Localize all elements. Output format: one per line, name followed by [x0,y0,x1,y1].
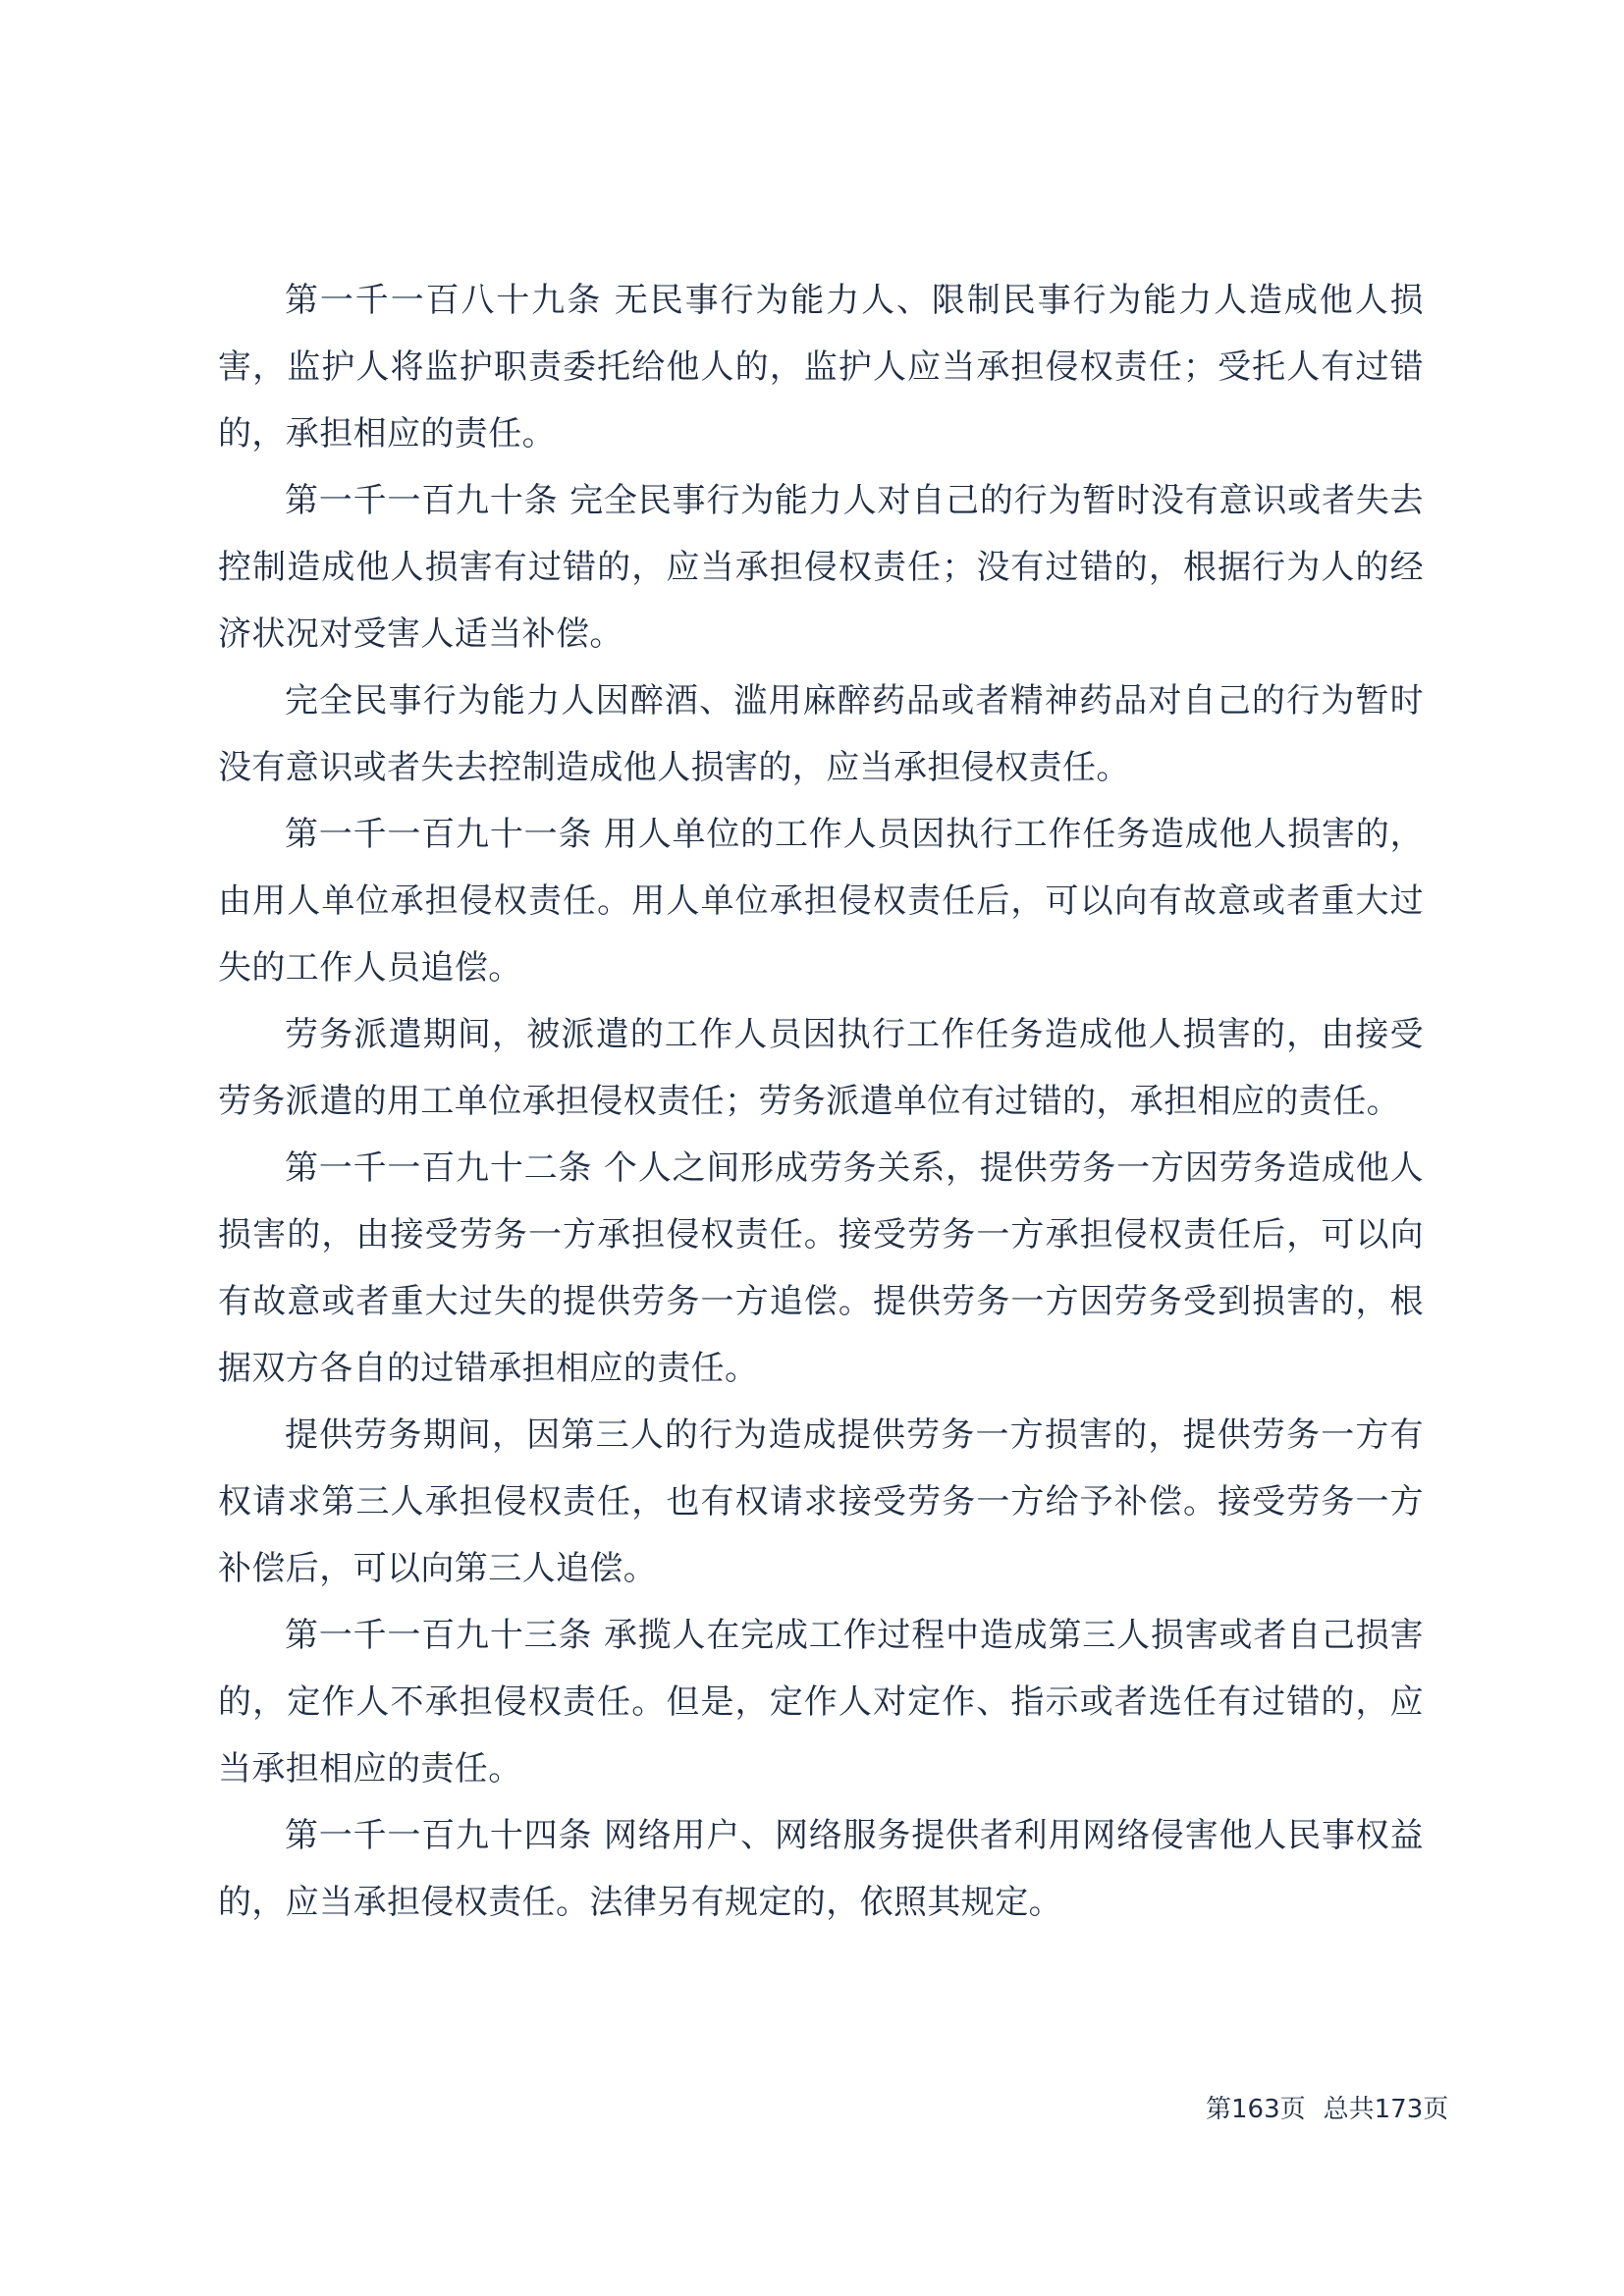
paragraph: 第一千一百九十三条 承揽人在完成工作过程中造成第三人损害或者自己损害的，定作人不承担侵权责任。但是，定作人对定作、指示或者选任有过错的，应当承担相应的责任。 [218,1616,1424,1789]
document-body [218,267,1424,1936]
total-pages: 总共173页 [1323,2095,1449,2124]
current-page-number: 第163页 [1206,2095,1306,2124]
paragraph: 提供劳务期间，因第三人的行为造成提供劳务一方损害的，提供劳务一方有权请求第三人承担侵权责任，也有权请求接受劳务一方给予补偿。接受劳务一方补偿后，可以向第三人追偿。 [218,1415,1424,1588]
paragraph: 第一千一百八十九条 无民事行为能力人、限制民事行为能力人造成他人损害，监护人将监护职责委托给他人的，监护人应当承担侵权责任；受托人有过错的，承担相应的责任。 [218,281,1424,454]
paragraph: 劳务派遣期间，被派遣的工作人员因执行工作任务造成他人损害的，由接受劳务派遣的用工单位承担侵权责任；劳务派遣单位有过错的，承担相应的责任。 [218,1015,1424,1121]
paragraph: 完全民事行为能力人因醉酒、滥用麻醉药品或者精神药品对自己的行为暂时没有意识或者失去控制造成他人损害的，应当承担侵权责任。 [218,681,1424,787]
paragraph: 第一千一百九十四条 网络用户、网络服务提供者利用网络侵害他人民事权益的，应当承担侵权责任。法律另有规定的，依照其规定。 [218,1816,1424,1922]
page-footer [1206,2093,1448,2126]
paragraph: 第一千一百九十二条 个人之间形成劳务关系，提供劳务一方因劳务造成他人损害的，由接受劳务一方承担侵权责任。接受劳务一方承担侵权责任后，可以向有故意或者重大过失的提供劳务一方追偿。提供劳务一方因劳务受到损害的，根据双方各自的过错承担相应的责任。 [218,1148,1424,1388]
paragraph: 第一千一百九十条 完全民事行为能力人对自己的行为暂时没有意识或者失去控制造成他人损害有过错的，应当承担侵权责任；没有过错的，根据行为人的经济状况对受害人适当补偿。 [218,481,1424,654]
paragraph: 第一千一百九十一条 用人单位的工作人员因执行工作任务造成他人损害的，由用人单位承担侵权责任。用人单位承担侵权责任后，可以向有故意或者重大过失的工作人员追偿。 [218,815,1424,988]
